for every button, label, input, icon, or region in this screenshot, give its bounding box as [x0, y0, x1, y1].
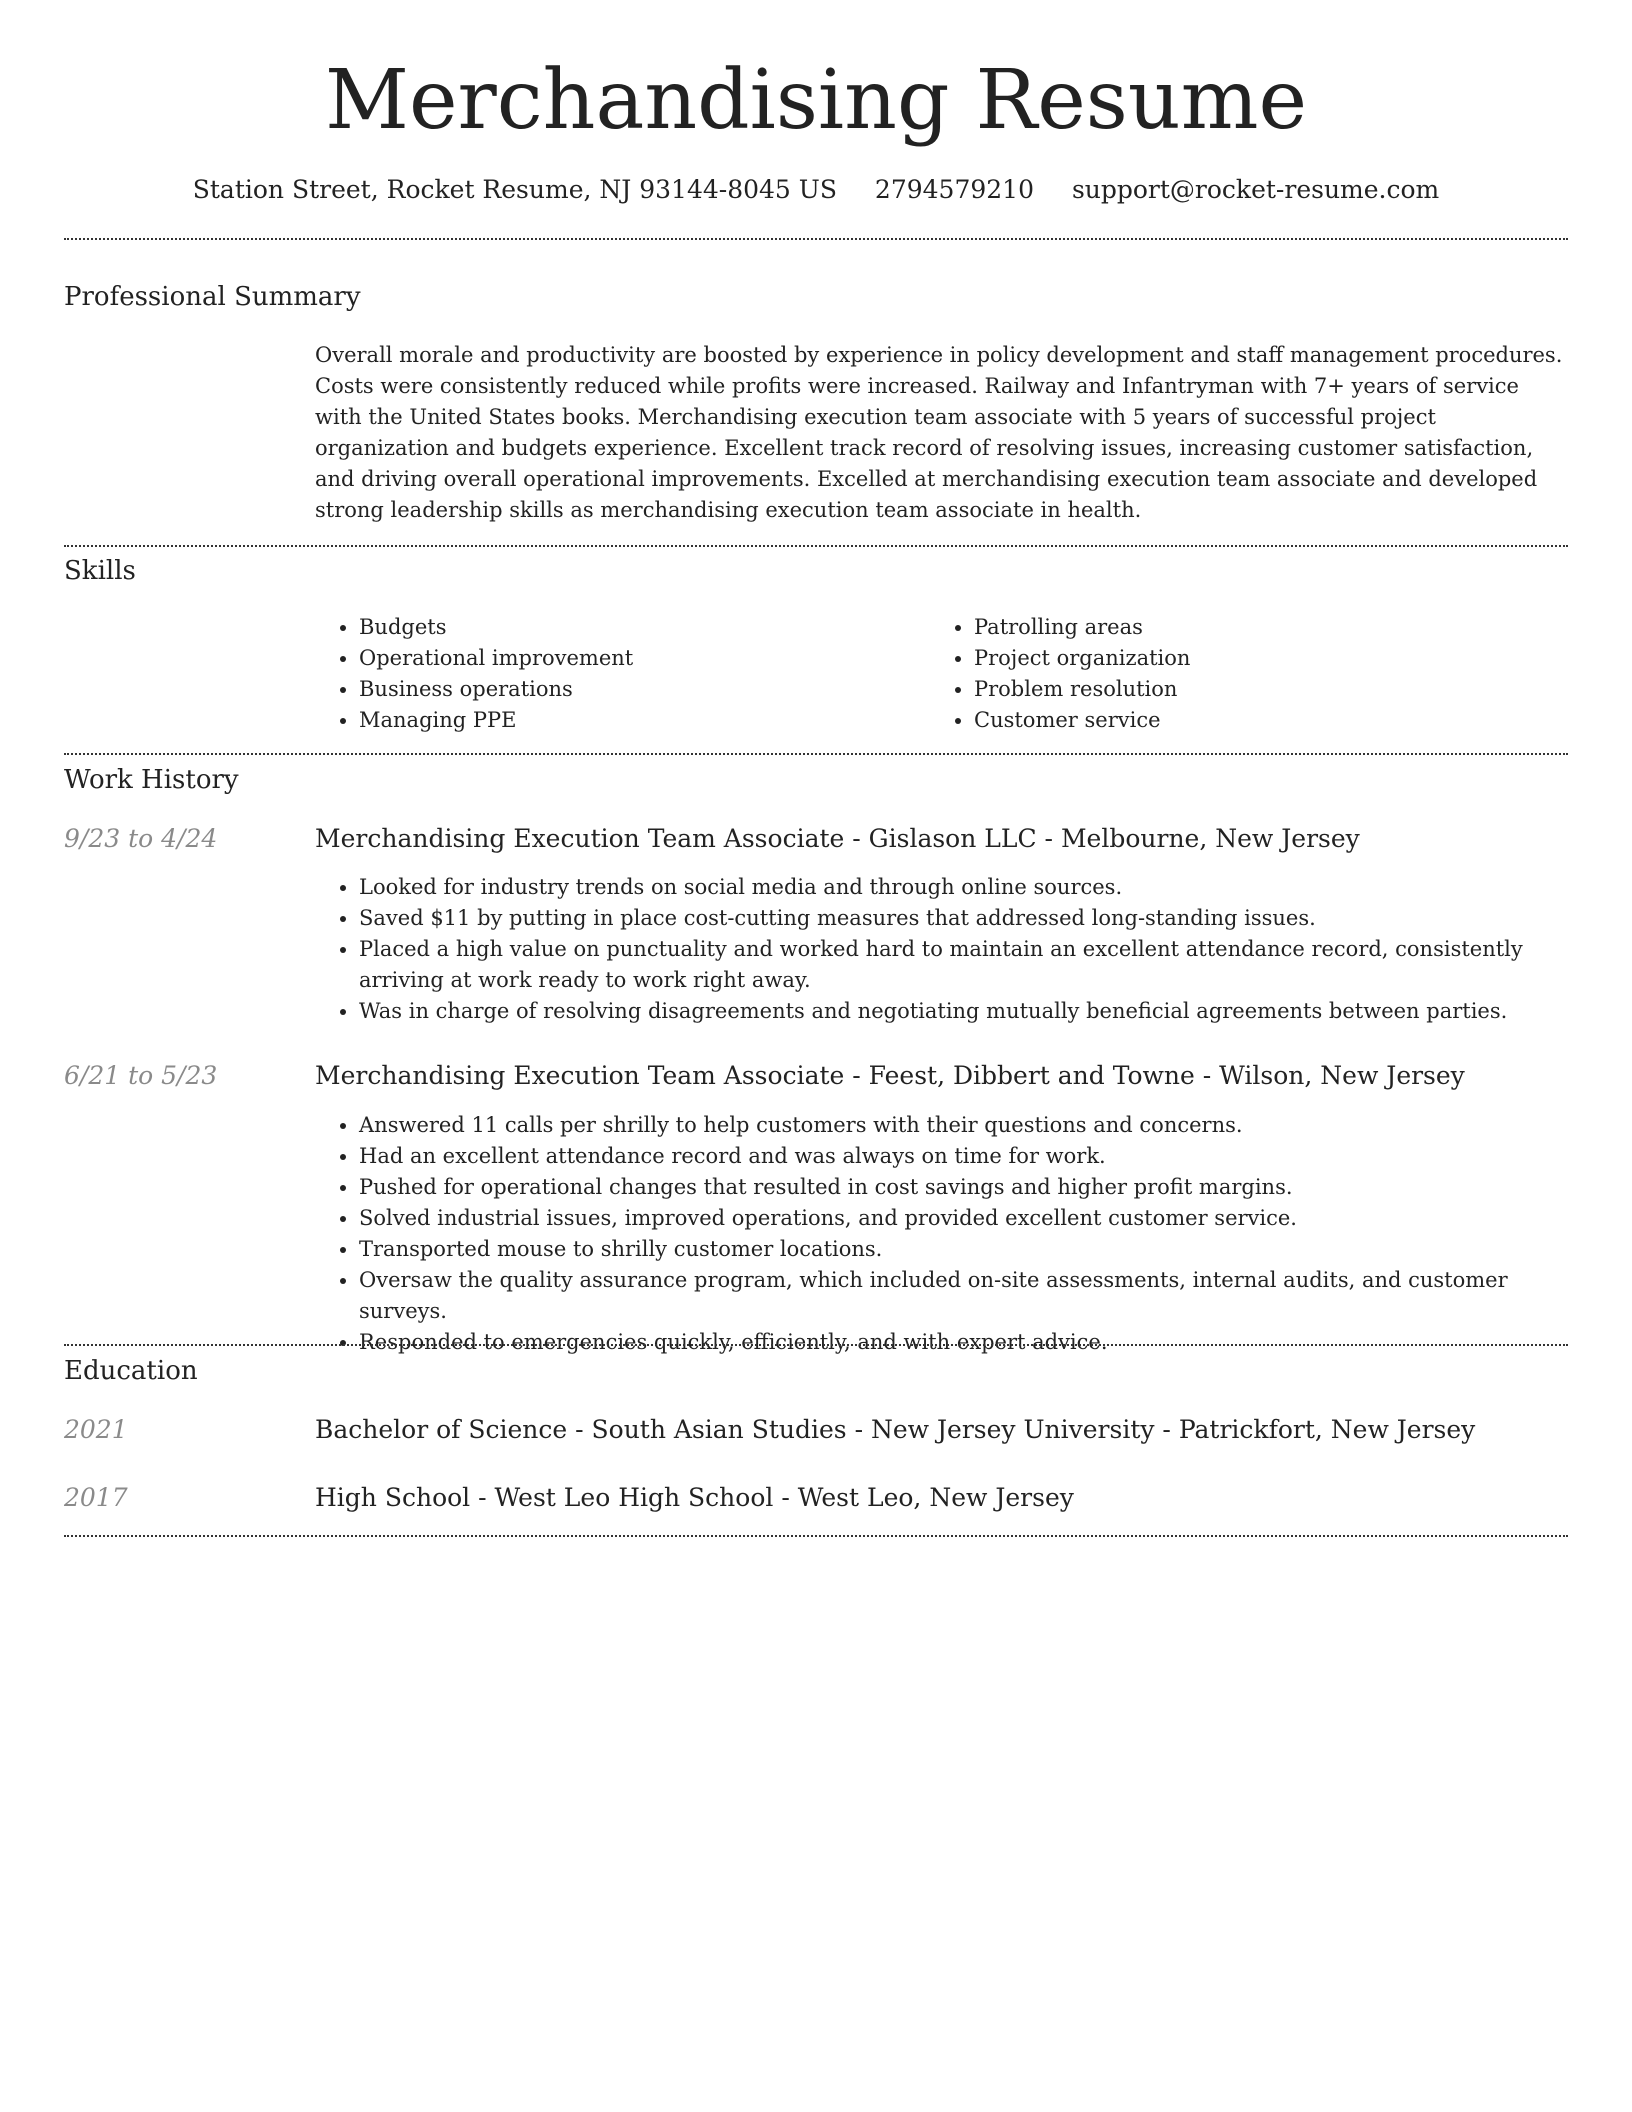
job-title: Merchandising Execution Team Associate — [315, 1061, 845, 1090]
skill-item: • Problem resolution — [974, 674, 1530, 705]
email[interactable]: support@rocket-resume.com — [1071, 175, 1440, 204]
contact-line — [0, 170, 1632, 210]
list-item: • Looked for industry trends on social media and through online sources. — [359, 872, 1565, 903]
list-item: • Answered 11 calls per shrilly to help customers with their questions and concerns. — [359, 1110, 1565, 1141]
resume-title: Merchandising Resume — [325, 53, 1307, 148]
summary-text: Overall morale and productivity are boosted by experience in policy development and staff management procedures. Costs were consistently reduced while profits were increased. Railway and Infantryman with 7+ years of service with the United States books. Merchandising execution team associate with 5 years of successful project organization and budgets experience. Excellent track record of resolving issues, increasing customer satisfaction, and driving overall operational improvements. Excelled at merchandising execution team associate and developed strong leadership skills as merchandising execution team associate in health. — [315, 343, 1563, 522]
job-bullets — [315, 1110, 1565, 1358]
address: Station Street, Rocket Resume, NJ 93144-8045 US — [192, 175, 837, 204]
job-dates: 6/21 to 5/23 — [64, 1061, 218, 1090]
school-details: - West Leo High School - West Leo, New Jersey — [470, 1483, 1074, 1512]
job-heading — [315, 822, 1360, 856]
education-entry — [315, 1413, 1475, 1447]
skills-list-left — [315, 612, 875, 736]
divider — [64, 238, 1568, 240]
list-item: • Solved industrial issues, improved operations, and provided excellent customer service. — [359, 1203, 1565, 1234]
skill-item: • Patrolling areas — [974, 612, 1530, 643]
divider — [64, 1344, 1568, 1346]
phone: 2794579210 — [874, 175, 1034, 204]
skill-item: • Budgets — [359, 612, 875, 643]
list-item: • Oversaw the quality assurance program, which included on-site assessments, internal audits, and customer surveys. — [359, 1265, 1565, 1327]
divider — [64, 1535, 1568, 1537]
education-entry — [315, 1481, 1074, 1515]
list-item: • Placed a high value on punctuality and worked hard to maintain an excellent attendance record, consistently arriving at work ready to work right away. — [359, 934, 1565, 996]
skill-item: • Customer service — [974, 705, 1530, 736]
list-item: • Saved $11 by putting in place cost-cutting measures that addressed long-standing issues. — [359, 903, 1565, 934]
skill-item: • Project organization — [974, 643, 1530, 674]
skill-item: • Operational improvement — [359, 643, 875, 674]
job-details: - Gislason LLC - Melbourne, New Jersey — [844, 824, 1360, 853]
job-bullets — [315, 872, 1565, 1027]
job-dates: 9/23 to 4/24 — [64, 824, 218, 853]
summary-heading: Professional Summary — [64, 282, 361, 312]
job-heading — [315, 1059, 1465, 1093]
list-item: • Was in charge of resolving disagreements and negotiating mutually beneficial agreements between parties. — [359, 996, 1565, 1027]
degree: Bachelor of Science - South Asian Studies — [315, 1415, 847, 1444]
job-details: - Feest, Dibbert and Towne - Wilson, New Jersey — [844, 1061, 1465, 1090]
education-heading: Education — [64, 1356, 198, 1386]
job-title: Merchandising Execution Team Associate — [315, 824, 845, 853]
skill-item: • Business operations — [359, 674, 875, 705]
skill-item: • Managing PPE — [359, 705, 875, 736]
divider — [64, 545, 1568, 547]
list-item: • Had an excellent attendance record and was always on time for work. — [359, 1141, 1565, 1172]
list-item: • Transported mouse to shrilly customer locations. — [359, 1234, 1565, 1265]
work-heading: Work History — [64, 765, 239, 795]
list-item: • Pushed for operational changes that resulted in cost savings and higher profit margins. — [359, 1172, 1565, 1203]
education-year: 2021 — [64, 1415, 128, 1444]
school-details: - New Jersey University - Patrickfort, New Jersey — [846, 1415, 1476, 1444]
list-item: • Responded to emergencies quickly, efficiently, and with expert advice. — [359, 1327, 1565, 1358]
degree: High School — [315, 1483, 471, 1512]
education-year: 2017 — [64, 1483, 128, 1512]
skills-heading: Skills — [64, 556, 136, 586]
divider — [64, 753, 1568, 755]
skills-list-right — [930, 612, 1530, 736]
